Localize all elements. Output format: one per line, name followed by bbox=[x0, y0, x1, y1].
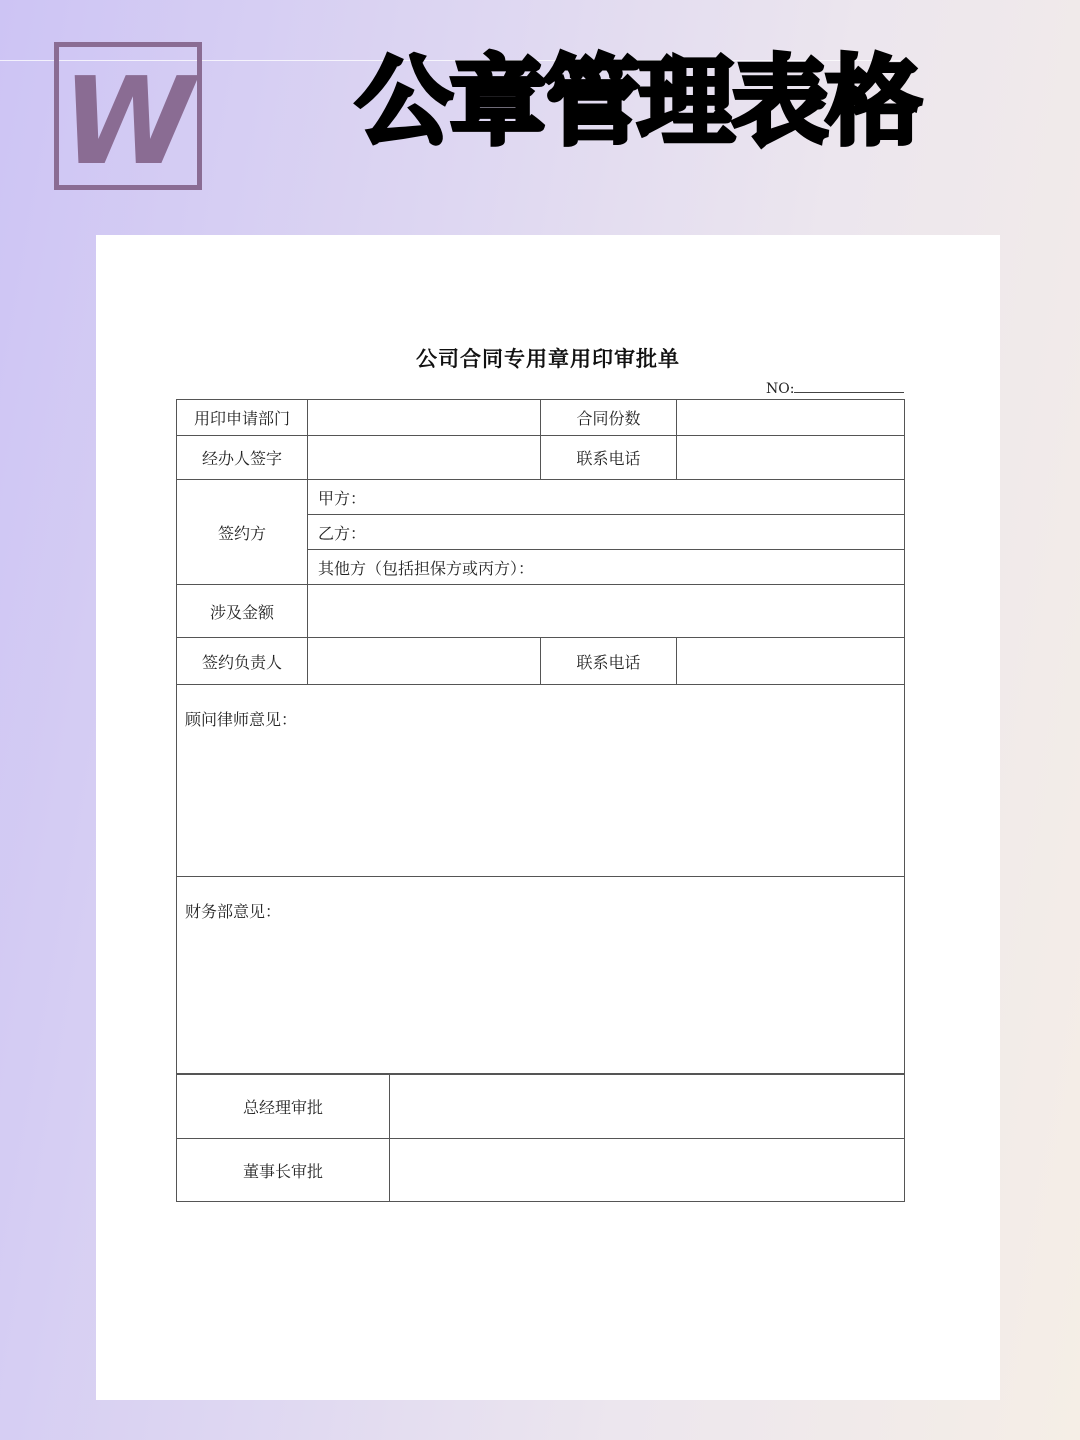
table-row-amount bbox=[177, 585, 905, 638]
handler-label: 经办人签字 bbox=[177, 436, 308, 480]
dept-label: 用印申请部门 bbox=[177, 400, 308, 436]
amount-label: 涉及金额 bbox=[177, 585, 308, 638]
signer-phone-label: 联系电话 bbox=[541, 638, 677, 685]
signer-field[interactable] bbox=[308, 638, 541, 685]
amount-field[interactable] bbox=[308, 585, 905, 638]
copies-field[interactable] bbox=[677, 400, 905, 436]
gm-approval-field[interactable] bbox=[390, 1075, 905, 1139]
table-row-lawyer-opinion bbox=[177, 685, 905, 877]
word-doc-icon bbox=[54, 42, 202, 190]
lawyer-opinion-field[interactable]: 顾问律师意见： bbox=[177, 685, 905, 877]
chairman-approval-field[interactable] bbox=[390, 1139, 905, 1202]
form-sheet bbox=[96, 235, 1000, 1400]
handler-signature-field[interactable] bbox=[308, 436, 541, 480]
parties-label: 签约方 bbox=[177, 480, 308, 585]
table-row-department bbox=[177, 400, 905, 436]
table-row-party-a bbox=[177, 480, 905, 515]
serial-number-label: NO: bbox=[766, 381, 795, 397]
table-row-finance-opinion bbox=[177, 877, 905, 1074]
word-logo-letter: W bbox=[61, 53, 195, 185]
form-title: 公司合同专用章用印审批单 bbox=[416, 347, 680, 371]
chairman-approval-label: 董事长审批 bbox=[177, 1139, 390, 1202]
approval-signoff-table bbox=[176, 1074, 905, 1202]
approval-table bbox=[176, 399, 905, 1074]
party-a-field[interactable]: 甲方： bbox=[308, 480, 905, 515]
page-headline: 公章管理表格 bbox=[356, 46, 920, 158]
serial-number bbox=[766, 380, 904, 397]
table-row-signer bbox=[177, 638, 905, 685]
handler-phone-label: 联系电话 bbox=[541, 436, 677, 480]
finance-opinion-field[interactable]: 财务部意见： bbox=[177, 877, 905, 1074]
dept-field[interactable] bbox=[308, 400, 541, 436]
serial-number-field[interactable] bbox=[794, 380, 904, 393]
copies-label: 合同份数 bbox=[541, 400, 677, 436]
signer-label: 签约负责人 bbox=[177, 638, 308, 685]
table-row-handler bbox=[177, 436, 905, 480]
table-row-chairman-approval bbox=[177, 1139, 905, 1202]
party-b-field[interactable]: 乙方： bbox=[308, 515, 905, 550]
table-row-gm-approval bbox=[177, 1075, 905, 1139]
signer-phone-field[interactable] bbox=[677, 638, 905, 685]
handler-phone-field[interactable] bbox=[677, 436, 905, 480]
gm-approval-label: 总经理审批 bbox=[177, 1075, 390, 1139]
other-parties-field[interactable]: 其他方（包括担保方或丙方）： bbox=[308, 550, 905, 585]
